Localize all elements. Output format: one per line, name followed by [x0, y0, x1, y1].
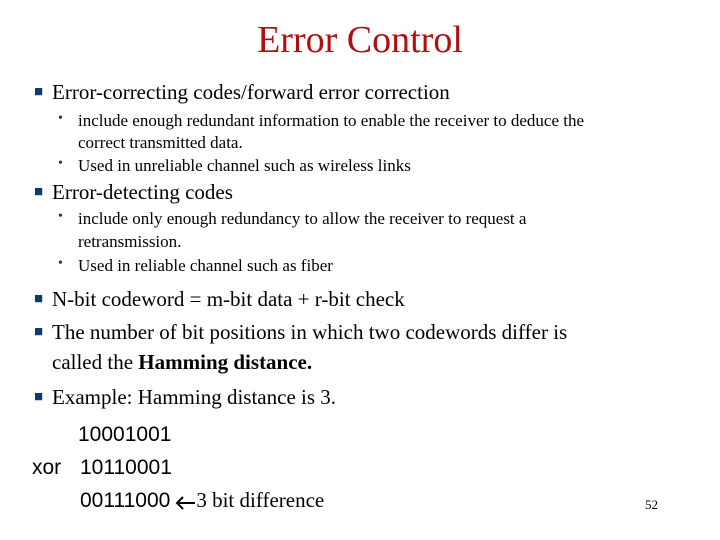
hamming-prefix: called the	[52, 350, 139, 374]
bullet-text: include enough redundant information to enable the receiver to deduce the	[78, 111, 585, 130]
hamming-term: Hamming distance.	[138, 350, 313, 374]
round-bullet-icon: •	[58, 111, 63, 126]
example-row-1: 10001001	[78, 423, 172, 446]
round-bullet-icon: •	[58, 256, 63, 271]
bullet-text: include only enough redundancy to allow the receiver to request a	[78, 209, 527, 228]
example-point: Example: Hamming distance is 3.	[52, 385, 337, 409]
bit-difference-text: 3 bit difference	[196, 488, 325, 512]
xor-label: xor	[32, 456, 62, 479]
section-heading-ecc: Error-correcting codes/forward error correction	[52, 80, 450, 104]
bullet-text: Used in unreliable channel such as wireless links	[78, 156, 411, 175]
round-bullet-icon: •	[58, 209, 63, 224]
hamming-point-line2	[52, 350, 312, 375]
slide-title: Error Control	[257, 19, 463, 61]
example-row-3: 00111000	[80, 489, 171, 512]
page-number: 52	[645, 497, 658, 512]
square-bullet-icon: ■	[34, 84, 44, 100]
bullet-text: correct transmitted data.	[78, 133, 243, 152]
left-arrow-icon	[174, 495, 196, 511]
bullet-text: retransmission.	[78, 232, 182, 251]
codeword-point: N-bit codeword = m-bit data + r-bit check	[52, 287, 405, 311]
square-bullet-icon: ■	[34, 291, 44, 307]
square-bullet-icon: ■	[34, 389, 44, 405]
hamming-point-line1: The number of bit positions in which two codewords differ is	[52, 320, 568, 344]
square-bullet-icon: ■	[34, 324, 44, 340]
example-result-line	[80, 488, 324, 513]
square-bullet-icon: ■	[34, 184, 44, 200]
bullet-text: Used in reliable channel such as fiber	[78, 256, 333, 275]
round-bullet-icon: •	[58, 156, 63, 171]
example-row-2: 10110001	[80, 456, 172, 479]
section-heading-edc: Error-detecting codes	[52, 180, 233, 204]
